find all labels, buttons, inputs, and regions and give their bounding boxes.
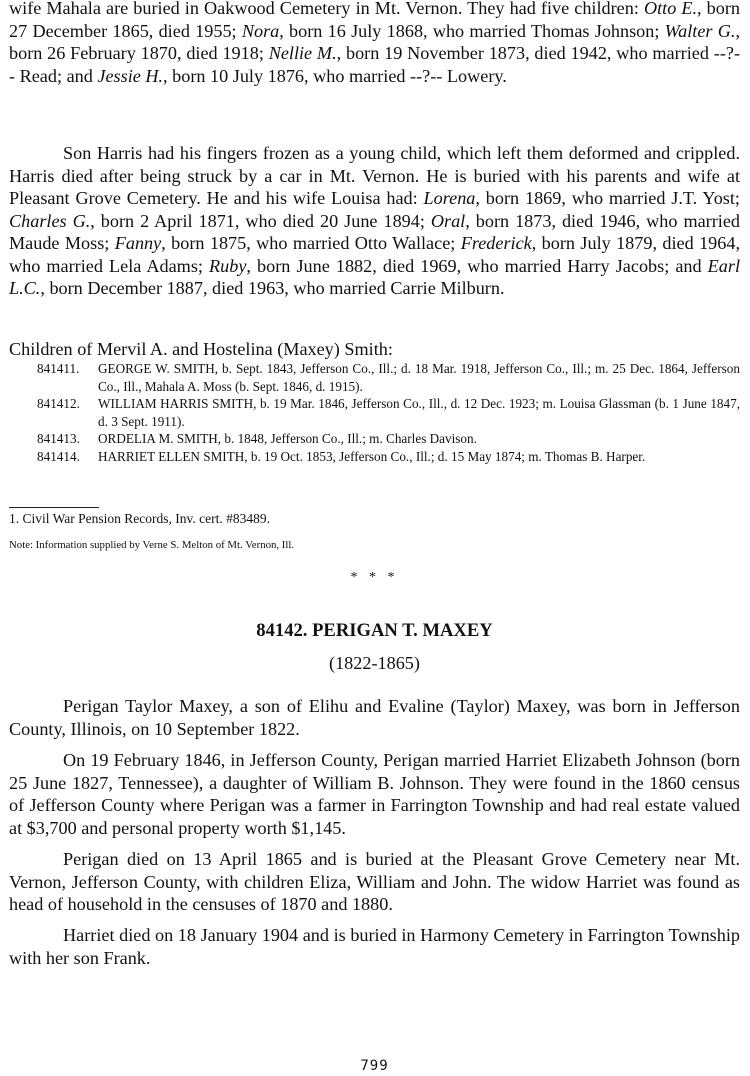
paragraph-children-of-george: wife Mahala are buried in Oakwood Cemetery in Mt. Vernon. They had five children: Otto E., born 27 December 1865, died 1955; Nora, born 16 July 1868, who married Thomas Johnson; Walter G., born 26 February 1870, died 1918; Nellie M., born 19 November 1873, died 1942, who married --?-- Read; and Jessie H., born 10 July 1876, who married --?-- Lowery. bbox=[9, 0, 741, 86]
child-number: 841413. bbox=[37, 431, 80, 447]
italic-name: Charles G. bbox=[9, 210, 91, 231]
footnote-divider bbox=[9, 507, 99, 508]
section-title: 84142. PERIGAN T. MAXEY bbox=[256, 620, 493, 641]
source-note: Note: Information supplied by Verne S. Melton of Mt. Vernon, Ill. bbox=[9, 539, 295, 551]
italic-name: Jessie H. bbox=[97, 65, 164, 86]
italic-name: Nellie M. bbox=[268, 43, 337, 63]
italic-name: Fanny bbox=[114, 233, 162, 253]
child-entry bbox=[37, 430, 740, 448]
italic-name: Oral bbox=[430, 210, 466, 231]
italic-name: Lorena bbox=[423, 188, 476, 208]
section-separator: * * * bbox=[350, 570, 399, 585]
child-text: WILLIAM HARRIS SMITH, b. 19 Mar. 1846, Jefferson Co., Ill., d. 12 Dec. 1923; m. Louisa Glassman (b. 1 June 1847, d. 3 Sept. 1911). bbox=[98, 396, 740, 429]
child-number: 841414. bbox=[37, 448, 80, 464]
italic-name: Frederick bbox=[460, 233, 532, 253]
paragraph-birth: Perigan Taylor Maxey, a son of Elihu and Evaline (Taylor) Maxey, was born in Jefferson County, Illinois, on 10 September 1822. bbox=[9, 696, 740, 739]
children-list bbox=[37, 360, 740, 466]
child-text: ORDELIA M. SMITH, b. 1848, Jefferson Co., Ill.; m. Charles Davison. bbox=[98, 431, 477, 447]
italic-name: Otto E. bbox=[643, 0, 698, 18]
italic-name: Nora bbox=[241, 20, 280, 41]
child-number: 841411. bbox=[37, 361, 80, 376]
footnote: 1. Civil War Pension Records, Inv. cert. #83489. bbox=[9, 511, 271, 526]
child-text: GEORGE W. SMITH, b. Sept. 1843, Jefferson Co., Ill.; d. 18 Mar. 1918, Jefferson Co., Ill.; m. 25 Dec. 1864, Jefferson Co., Ill., Mahala A. Moss (b. Sept. 1846, d. 1915). bbox=[98, 361, 740, 394]
child-entry bbox=[37, 448, 740, 466]
italic-name: Walter G. bbox=[664, 20, 736, 41]
italic-name: Ruby bbox=[209, 255, 247, 276]
italic-name: Earl L.C. bbox=[9, 255, 741, 298]
children-heading: Children of Mervil A. and Hostelina (Maxey) Smith: bbox=[9, 339, 393, 359]
paragraph-harriet-death: Harriet died on 18 January 1904 and is buried in Harmony Cemetery in Farrington Township with her son Frank. bbox=[9, 925, 740, 968]
child-entry bbox=[37, 360, 740, 395]
child-entry bbox=[37, 395, 740, 430]
paragraph-death: Perigan died on 13 April 1865 and is buried at the Pleasant Grove Cemetery near Mt. Vernon, Jefferson County, with children Eliza, William and John. The widow Harriet was found as head of household in the censuses of 1870 and 1880. bbox=[9, 849, 740, 914]
section-dates: (1822-1865) bbox=[329, 653, 420, 673]
paragraph-son-harris: Son Harris had his fingers frozen as a young child, which left them deformed and crippled. Harris died after being struck by a car in Mt. Vernon. He is buried with his parents and wife at Pleasant Grove Cemetery. He and his wife Louisa had: Lorena, born 1869, who married J.T. Yost; Charles G., born 2 April 1871, who died 20 June 1894; Oral, born 1873, died 1946, who married Maude Moss; Fanny, born 1875, who married Otto Wallace; Frederick, born July 1879, died 1964, who married Lela Adams; Ruby, born June 1882, died 1969, who married Harry Jacobs; and Earl L.C., born December 1887, died 1963, who married Carrie Milburn. bbox=[9, 143, 741, 298]
child-text: HARRIET ELLEN SMITH, b. 19 Oct. 1853, Jefferson Co., Ill.; d. 15 May 1874; m. Thomas B. Harper. bbox=[98, 448, 646, 464]
child-number: 841412. bbox=[37, 396, 80, 412]
page-number: 799 bbox=[360, 1058, 389, 1074]
paragraph-marriage: On 19 February 1846, in Jefferson County, Perigan married Harriet Elizabeth Johnson (born 25 June 1827, Tennessee), a daughter of William B. Johnson. They were found in the 1860 census of Jefferson County where Perigan was a farmer in Farrington Township and had real estate valued at $3,700 and personal property worth $1,145. bbox=[9, 750, 740, 838]
